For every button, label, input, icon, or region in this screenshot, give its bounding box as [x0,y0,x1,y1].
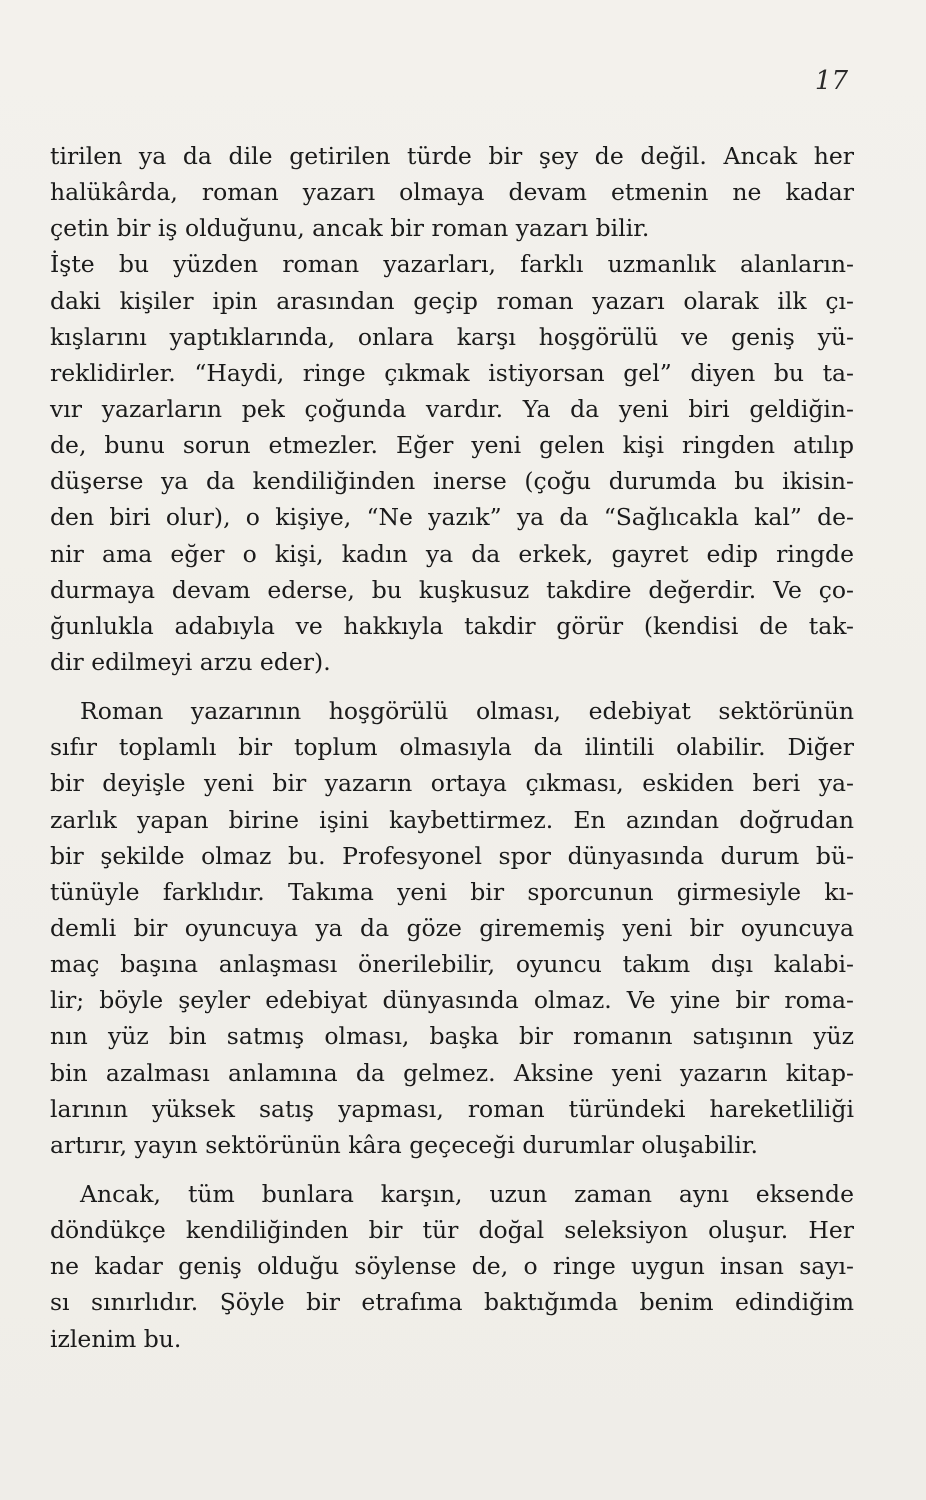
paragraph-gap [50,1163,854,1176]
text-line: lir; böyle şeyler edebiyat dünyasında olmaz. Ve yine bir roma- [50,986,854,1015]
text-line: maç başına anlaşması önerilebilir, oyuncu takım dışı kalabi- [50,950,854,979]
text-line: nir ama eğer o kişi, kadın ya da erkek, gayret edip ringde [50,539,854,568]
text-line: Ancak, tüm bunlara karşın, uzun zaman aynı eksende [80,1179,854,1208]
paragraph [50,693,854,1163]
text-line: ğunlukla adabıyla ve hakkıyla takdir görür (kendisi de tak- [50,611,854,640]
text-line: sıfır toplamlı bir toplum olmasıyla da ilintili olabilir. Diğer [50,733,854,762]
text-line: tünüyle farklıdır. Takıma yeni bir sporcunun girmesiyle kı- [50,877,854,906]
paragraph [50,1176,854,1357]
paragraph [50,246,854,680]
text-line: bir şekilde olmaz bu. Profesyonel spor dünyasında durum bü- [50,841,854,870]
text-line: daki kişiler ipin arasından geçip roman yazarı olarak ilk çı- [50,286,854,315]
text-line: larının yüksek satış yapması, roman türündeki hareketliliği [50,1094,854,1123]
paragraph [50,138,854,246]
text-line: den biri olur), o kişiye, “Ne yazık” ya da “Sağlıcakla kal” de- [50,503,854,532]
text-line: nın yüz bin satmış olması, başka bir romanın satışının yüz [50,1022,854,1051]
text-line: döndükçe kendiliğinden bir tür doğal seleksiyon oluşur. Her [50,1216,854,1245]
text-line: durmaya devam ederse, bu kuşkusuz takdire değerdir. Ve ço- [50,575,854,604]
text-line: çetin bir iş olduğunu, ancak bir roman yazarı bilir. [50,214,650,243]
text-line: dir edilmeyi arzu eder). [50,647,331,676]
text-line: bir deyişle yeni bir yazarın ortaya çıkması, eskiden beri ya- [50,769,854,798]
text-line: artırır, yayın sektörünün kâra geçeceği durumlar oluşabilir. [50,1130,758,1159]
text-line: izlenim bu. [50,1324,182,1353]
text-line: halükârda, roman yazarı olmaya devam etmenin ne kadar [50,178,854,207]
text-line: düşerse ya da kendiliğinden inerse (çoğu durumda bu ikisin- [50,467,854,496]
text-line: tirilen ya da dile getirilen türde bir şey de değil. Ancak her [50,142,854,170]
text-line: vır yazarların pek çoğunda vardır. Ya da yeni biri geldiğin- [50,394,854,423]
text-line: ne kadar geniş olduğu söylense de, o ringe uygun insan sayı- [50,1252,854,1281]
paragraph-gap [50,680,854,693]
text-line: sı sınırlıdır. Şöyle bir etrafıma baktığımda benim edindiğim [50,1288,854,1317]
text-line: zarlık yapan birine işini kaybettirmez. En azından doğrudan [50,805,854,834]
text-line: de, bunu sorun etmezler. Eğer yeni gelen kişi ringden atılıp [50,431,854,460]
text-line: kışlarını yaptıklarında, onlara karşı hoşgörülü ve geniş yü- [50,322,854,351]
body-text [50,138,854,1357]
text-line: Roman yazarının hoşgörülü olması, edebiyat sektörünün [80,697,854,726]
text-line: İşte bu yüzden roman yazarları, farklı uzmanlık alanların- [50,250,854,279]
text-line: bin azalması anlamına da gelmez. Aksine yeni yazarın kitap- [50,1058,854,1087]
page-number: 17 [814,66,848,96]
text-line: reklidirler. “Haydi, ringe çıkmak istiyorsan gel” diyen bu ta- [50,358,854,387]
text-line: demli bir oyuncuya ya da göze girememiş yeni bir oyuncuya [50,913,854,942]
